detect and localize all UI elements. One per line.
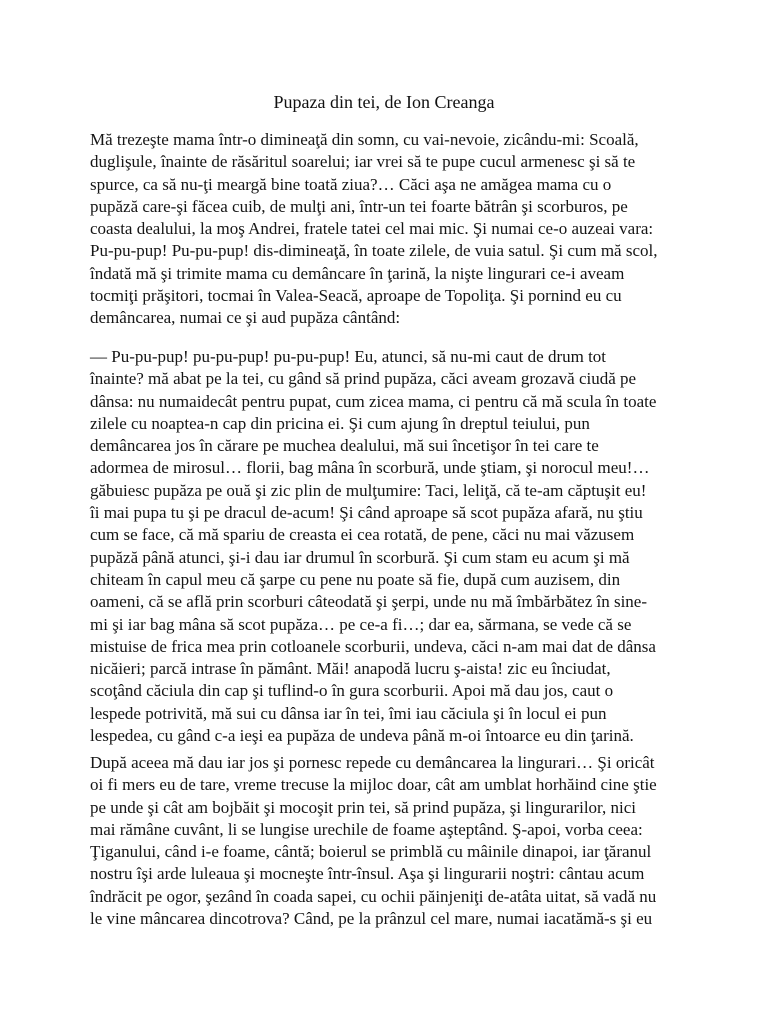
text-line: zilele cu noaptea-n cap din pricina ei. Şi cum ajung în dreptul teiului, pun	[90, 413, 590, 433]
text-line: duglişule, înainte de răsăritul soarelui; iar vrei să te pupe cucul armenesc şi să te	[90, 152, 636, 172]
text-line: dânsa: nu numaidecât pentru pupat, cum zicea mama, ci pentru că mă scula în toate	[90, 391, 657, 411]
text-line: mistuise de frica mea prin cotloanele scorburii, undeva, căci n-am mai dat de dânsa	[90, 636, 656, 656]
text-line: nicăieri; parcă intrase în pământ. Măi! anapodă lucru ş-aista! zic eu înciudat,	[90, 659, 611, 679]
text-line: scoţând căciula din cap şi tuflind-o în gura scorburii. Apoi mă dau jos, caut o	[90, 681, 614, 701]
text-line: chiteam în capul meu că şarpe cu pene nu poate să fie, după cum auzisem, din	[90, 569, 621, 589]
paragraph-3	[90, 752, 690, 930]
text-line: Pu-pu-pup! Pu-pu-pup! dis-dimineaţă, în toate zilele, de vuia satul. Şi cum mă scol,	[90, 241, 658, 261]
text-line: înainte? mă abat pe la tei, cu gând să prind pupăza, căci aveam grozavă ciudă pe	[90, 369, 637, 389]
text-line: cum se face, că mă spariu de creasta ei cea rotată, de pene, căci nu mai văzusem	[90, 525, 635, 545]
text-line: oi fi mers eu de tare, vreme trecuse la mijloc doar, cât am umblat horhăind cine ştie	[90, 775, 657, 795]
text-line: oameni, că se află prin scorburi câteodată şi şerpi, unde nu mă îmbărbătez în sine-	[90, 592, 648, 612]
text-line: Mă trezeşte mama într-o dimineaţă din somn, cu vai-nevoie, zicându-mi: Scoală,	[90, 130, 639, 149]
text-line: demâncarea, numai ce şi aud pupăza cântând:	[90, 308, 401, 328]
text-line: adormea de mirosul… florii, bag mâna în scorbură, unde ştiam, şi norocul meu!…	[90, 458, 650, 478]
text-line: După aceea mă dau iar jos şi pornesc repede cu demâncarea la lingurari… Şi oricât	[90, 753, 655, 772]
text-line: mai rămâne cuvânt, li se lungise urechile de foame aşteptând. Ş-apoi, vorba ceea:	[90, 819, 643, 839]
text-line: îi mai pupa tu şi pe dracul de-acum! Şi când aproape să scot pupăza afară, nu ştiu	[90, 503, 643, 523]
text-line: mi şi iar bag mâna să scot pupăza… pe ce-a fi…; dar ea, sărmana, se vede că se	[90, 614, 632, 634]
document-title: Pupaza din tei, de Ion Creanga	[273, 92, 495, 112]
text-line: demâncarea jos în cărare pe muchea dealului, mă sui încetişor în tei care te	[90, 436, 599, 456]
paragraph-1	[90, 129, 690, 330]
text-line: pupăză până atunci, şi-i dau iar drumul în scorbură. Şi cum stam eu acum şi mă	[90, 547, 630, 567]
text-line: coasta dealului, la moş Andrei, fratele tatei cel mai mic. Şi numai ce-o auzeai vara:	[90, 219, 654, 239]
text-line: pupăză care-şi făcea cuib, de mulţi ani, într-un tei foarte bătrân şi scorburos, pe	[90, 196, 628, 216]
text-line: lespede potrivită, mă sui cu dânsa iar în tei, îmi iau căciula şi în locul ei pun	[90, 703, 607, 723]
text-line: spurce, ca să nu-ţi meargă bine toată ziua?… Căci aşa ne amăgea mama cu o	[90, 174, 612, 194]
text-line: tocmiţi prăşitori, tocmai în Valea-Seacă, aproape de Topoliţa. Şi pornind eu cu	[90, 286, 622, 306]
text-line: îndrăcit pe ogor, şezând în coada sapei, cu ochii păinjeniţi de-atâta uitat, să vadă nu	[90, 886, 657, 906]
text-line: lespedea, cu gând c-a ieşi ea pupăza de undeva până m-oi întoarce eu din ţarină.	[90, 726, 634, 746]
text-line: nostru îşi arde luleaua şi mocneşte într-însul. Aşa şi lingurarii noştri: cântau acum	[90, 864, 645, 884]
text-line: Ţiganului, când i-e foame, cântă; boierul se primblă cu mâinile dinapoi, iar ţăranul	[90, 842, 652, 862]
paragraph-2	[90, 346, 690, 747]
text-line: — Pu-pu-pup! pu-pu-pup! pu-pu-pup! Eu, atunci, să nu-mi caut de drum tot	[90, 347, 607, 366]
text-line: le vine mâncarea dincotrova? Când, pe la prânzul cel mare, numai iacatămă-s şi eu	[90, 909, 653, 929]
text-line: îndată mă şi trimite mama cu demâncare în ţarină, la nişte lingurari ce-i aveam	[90, 263, 625, 283]
text-line: pe unde şi cât am bojbăit şi mocoşit prin tei, să prind pupăza, şi lingurarilor, nici	[90, 797, 637, 817]
text-line: găbuiesc pupăza pe ouă şi zic plin de mulţumire: Taci, leliţă, că te-am căptuşit eu!	[90, 480, 647, 500]
